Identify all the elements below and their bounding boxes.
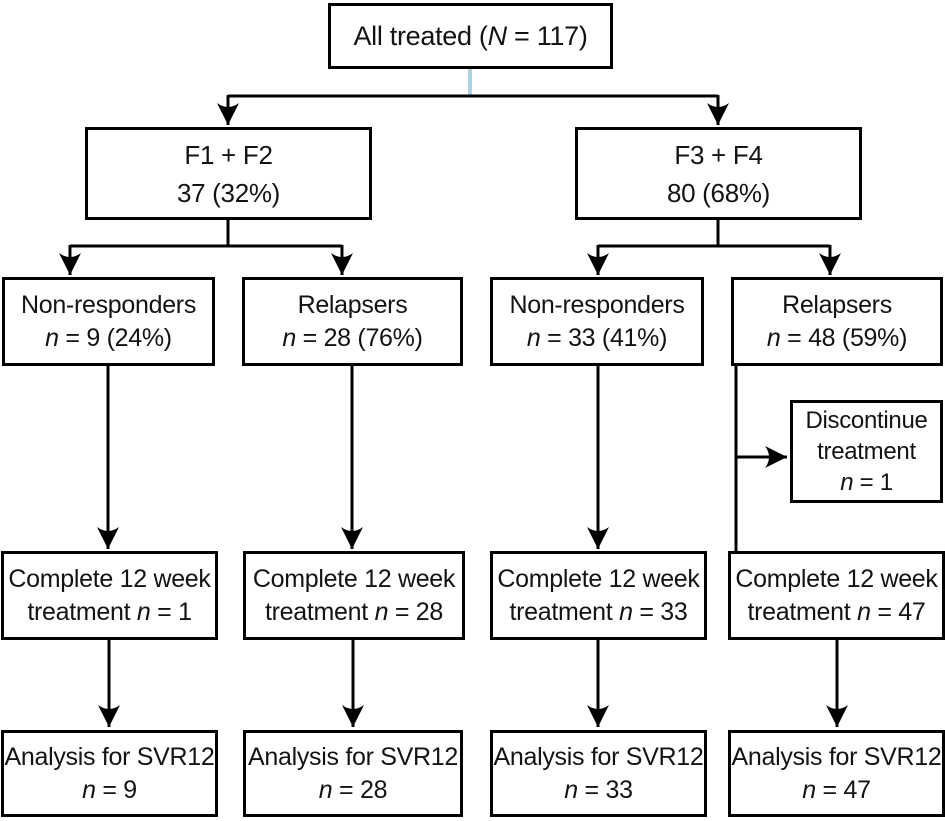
node-label: F1 + F2: [184, 139, 273, 170]
label-text: treatment: [509, 597, 620, 626]
node-f3-f4: [575, 127, 862, 220]
node-label: Relapsers: [782, 290, 892, 319]
node-count: [767, 322, 907, 355]
node-label: Complete 12 week: [497, 564, 700, 593]
node-complete-treatment-2: [243, 551, 465, 640]
label-variable: n: [857, 597, 871, 626]
node-non-responders-f3f4: [490, 277, 704, 366]
node-count: [265, 596, 443, 629]
node-analysis-svr12-2: [243, 730, 463, 817]
node-count: 80 (68%): [666, 177, 771, 208]
node-label: Non-responders: [20, 290, 197, 319]
node-count: 37 (32%): [176, 177, 281, 208]
node-analysis-svr12-3: [490, 730, 707, 817]
node-count: [510, 596, 688, 629]
node-count: [319, 774, 387, 807]
label-text: = 33: [577, 775, 633, 804]
label-text: = 1: [853, 469, 893, 496]
label-text: = 9: [95, 775, 137, 804]
node-label: [353, 20, 587, 53]
node-label: Relapsers: [297, 290, 408, 319]
node-complete-treatment-1: [1, 551, 218, 640]
label-text: = 28 (76%): [295, 323, 423, 352]
label-text: = 117): [506, 20, 588, 51]
label-variable: n: [374, 597, 389, 626]
node-complete-treatment-4: [728, 551, 945, 640]
label-text: = 48 (59%): [780, 323, 908, 352]
node-label: Analysis for SVR12: [248, 742, 458, 771]
node-label: treatment: [817, 438, 916, 465]
node-label: Discontinue: [805, 407, 928, 434]
label-variable: n: [766, 323, 781, 352]
node-relapsers-f1f2: [242, 277, 463, 366]
node-count: [564, 774, 632, 807]
label-text: treatment: [27, 597, 137, 626]
label-text: = 28: [332, 775, 388, 804]
node-count: [748, 596, 926, 629]
label-variable: n: [564, 775, 578, 804]
node-relapsers-f3f4: [731, 277, 943, 366]
label-variable: n: [45, 323, 59, 352]
node-f1-f2: [85, 127, 372, 220]
node-count: [282, 322, 422, 355]
node-count: [527, 322, 667, 355]
label-variable: n: [526, 323, 541, 352]
label-variable: n: [282, 323, 296, 352]
node-count: [802, 774, 870, 807]
label-variable: n: [136, 597, 151, 626]
label-variable: n: [619, 597, 633, 626]
label-text: = 33: [632, 597, 688, 626]
node-label: Complete 12 week: [735, 564, 938, 593]
node-label: Analysis for SVR12: [4, 742, 215, 771]
node-label: Complete 12 week: [252, 564, 456, 593]
label-variable: N: [487, 20, 507, 51]
node-analysis-svr12-4: [728, 730, 945, 817]
node-label: Non-responders: [509, 290, 685, 319]
node-all-treated: [328, 3, 613, 69]
label-variable: n: [840, 469, 854, 496]
node-label: Analysis for SVR12: [493, 742, 704, 771]
label-text: treatment: [747, 597, 858, 626]
label-text: All treated (: [353, 20, 488, 51]
label-variable: n: [82, 775, 96, 804]
node-label: Complete 12 week: [8, 564, 211, 593]
label-variable: n: [318, 775, 333, 804]
label-text: = 47: [815, 775, 871, 804]
label-text: = 9 (24%): [58, 323, 172, 352]
label-variable: n: [802, 775, 816, 804]
label-text: = 33 (41%): [540, 323, 668, 352]
node-label: F3 + F4: [674, 139, 763, 170]
label-text: treatment: [265, 597, 375, 626]
node-non-responders-f1f2: [2, 277, 215, 366]
label-text: = 28: [388, 597, 443, 626]
node-count: [840, 467, 893, 498]
node-count: [27, 596, 191, 629]
node-complete-treatment-3: [490, 551, 707, 640]
node-count: [82, 774, 137, 807]
node-discontinue-treatment: [790, 400, 943, 503]
label-text: = 47: [870, 597, 926, 626]
node-analysis-svr12-1: [1, 730, 218, 817]
label-text: = 1: [150, 597, 192, 626]
node-label: Analysis for SVR12: [731, 742, 942, 771]
node-count: [45, 322, 172, 355]
